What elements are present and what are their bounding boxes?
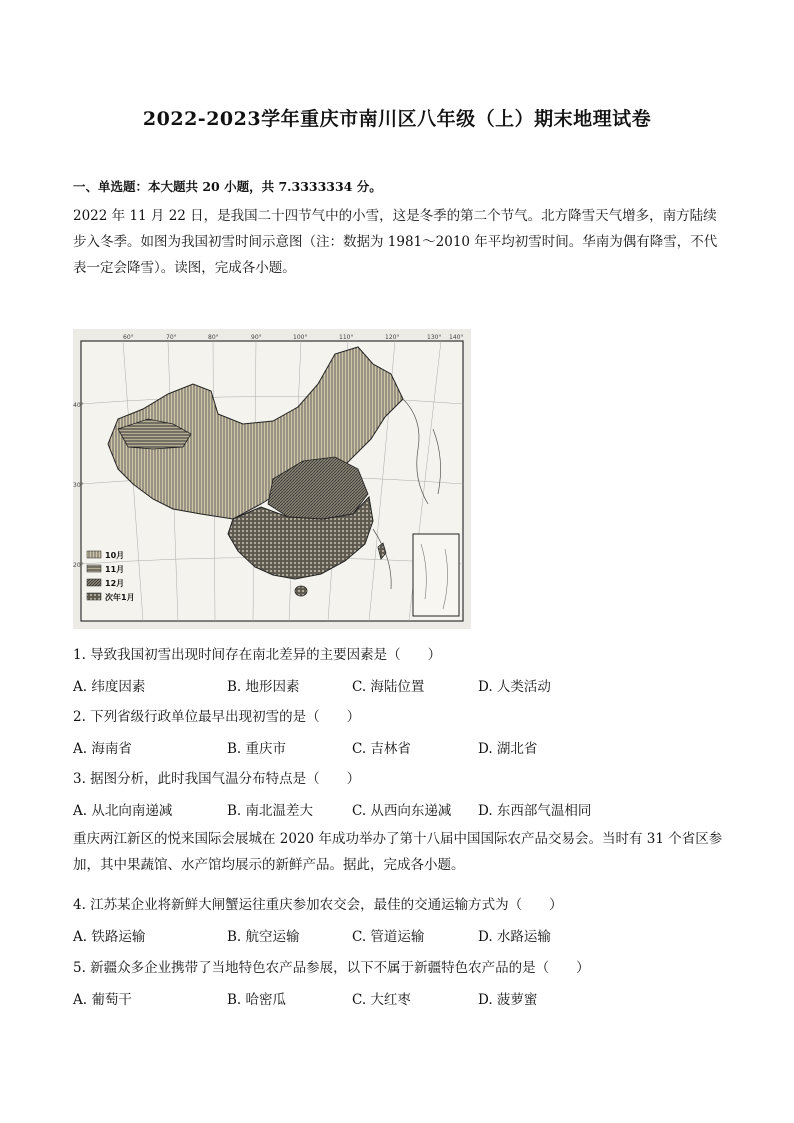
svg-text:100°: 100° xyxy=(293,334,308,341)
section-heading: 一、单选题：本大题共 20 小题，共 7.3333334 分。 xyxy=(73,179,382,194)
intro-paragraph-1: 2022 年 11 月 22 日，是我国二十四节气中的小雪，这是冬季的第二个节气。北方降雪天气增多，南方陆续步入冬季。如图为我国初雪时间示意图（注：数据为 1981～2010 年平均初雪时间。华南为偶有降雪，不代表一定会降雪）。读图，完成各小题。 xyxy=(73,208,718,276)
question-stem: 2. 下列省级行政单位最早出现初雪的是（ ） xyxy=(73,709,361,725)
answer-option: C. 大红枣 xyxy=(352,992,411,1008)
svg-text:70°: 70° xyxy=(166,334,177,341)
answer-option: A. 海南省 xyxy=(73,741,132,757)
question-stem: 5. 新疆众多企业携带了当地特色农产品参展，以下不属于新疆特色农产品的是（ ） xyxy=(73,960,590,976)
answer-option: C. 管道运输 xyxy=(352,929,425,945)
svg-text:140°: 140° xyxy=(449,334,464,341)
svg-text:120°: 120° xyxy=(385,334,400,341)
answer-option: B. 哈密瓜 xyxy=(227,992,287,1008)
svg-text:90°: 90° xyxy=(251,334,262,341)
svg-text:80°: 80° xyxy=(208,334,219,341)
question-stem: 3. 据图分析，此时我国气温分布特点是（ ） xyxy=(73,771,361,787)
question-stem: 4. 江苏某企业将新鲜大闸蟹运往重庆参加农交会，最佳的交通运输方式为（ ） xyxy=(73,897,563,913)
answer-option: D. 菠萝蜜 xyxy=(478,992,538,1008)
legend-label: 11月 xyxy=(105,565,125,574)
answer-option: A. 葡萄干 xyxy=(73,992,132,1008)
legend-label: 次年1月 xyxy=(105,593,135,602)
page-title: 2022-2023学年重庆市南川区八年级（上）期末地理试卷 xyxy=(142,108,652,130)
first-snow-map xyxy=(73,329,471,629)
svg-text:110°: 110° xyxy=(339,334,354,341)
answer-option: D. 水路运输 xyxy=(478,929,551,945)
hainan-island xyxy=(295,586,307,596)
svg-text:60°: 60° xyxy=(123,334,134,341)
answer-option: B. 航空运输 xyxy=(227,929,300,945)
intro-paragraph-2: 重庆两江新区的悦来国际会展城在 2020 年成功举办了第十八届中国国际农产品交易会。当时有 31 个省区参加，其中果蔬馆、水产馆均展示的新鲜产品。据此，完成各小题。 xyxy=(73,831,723,873)
answer-option: A. 铁路运输 xyxy=(73,929,146,945)
legend-label: 10月 xyxy=(105,551,125,560)
answer-option: D. 人类活动 xyxy=(478,679,551,695)
answer-option: A. 纬度因素 xyxy=(73,679,146,695)
south-china-sea-inset xyxy=(413,534,459,616)
svg-text:40°: 40° xyxy=(73,402,84,409)
svg-text:130°: 130° xyxy=(427,334,442,341)
legend-label: 12月 xyxy=(105,579,125,588)
answer-option: C. 海陆位置 xyxy=(352,679,425,695)
answer-option: A. 从北向南递减 xyxy=(73,803,173,819)
answer-option: B. 重庆市 xyxy=(227,741,287,757)
svg-text:30°: 30° xyxy=(73,482,84,489)
answer-option: D. 湖北省 xyxy=(478,741,538,757)
svg-text:20°: 20° xyxy=(73,562,84,569)
answer-option: C. 从西向东递减 xyxy=(352,803,452,819)
question-stem: 1. 导致我国初雪出现时间存在南北差异的主要因素是（ ） xyxy=(73,647,442,663)
answer-option: D. 东西部气温相同 xyxy=(478,803,592,819)
answer-option: B. 南北温差大 xyxy=(227,803,314,819)
answer-option: B. 地形因素 xyxy=(227,679,300,695)
answer-option: C. 吉林省 xyxy=(352,741,411,757)
